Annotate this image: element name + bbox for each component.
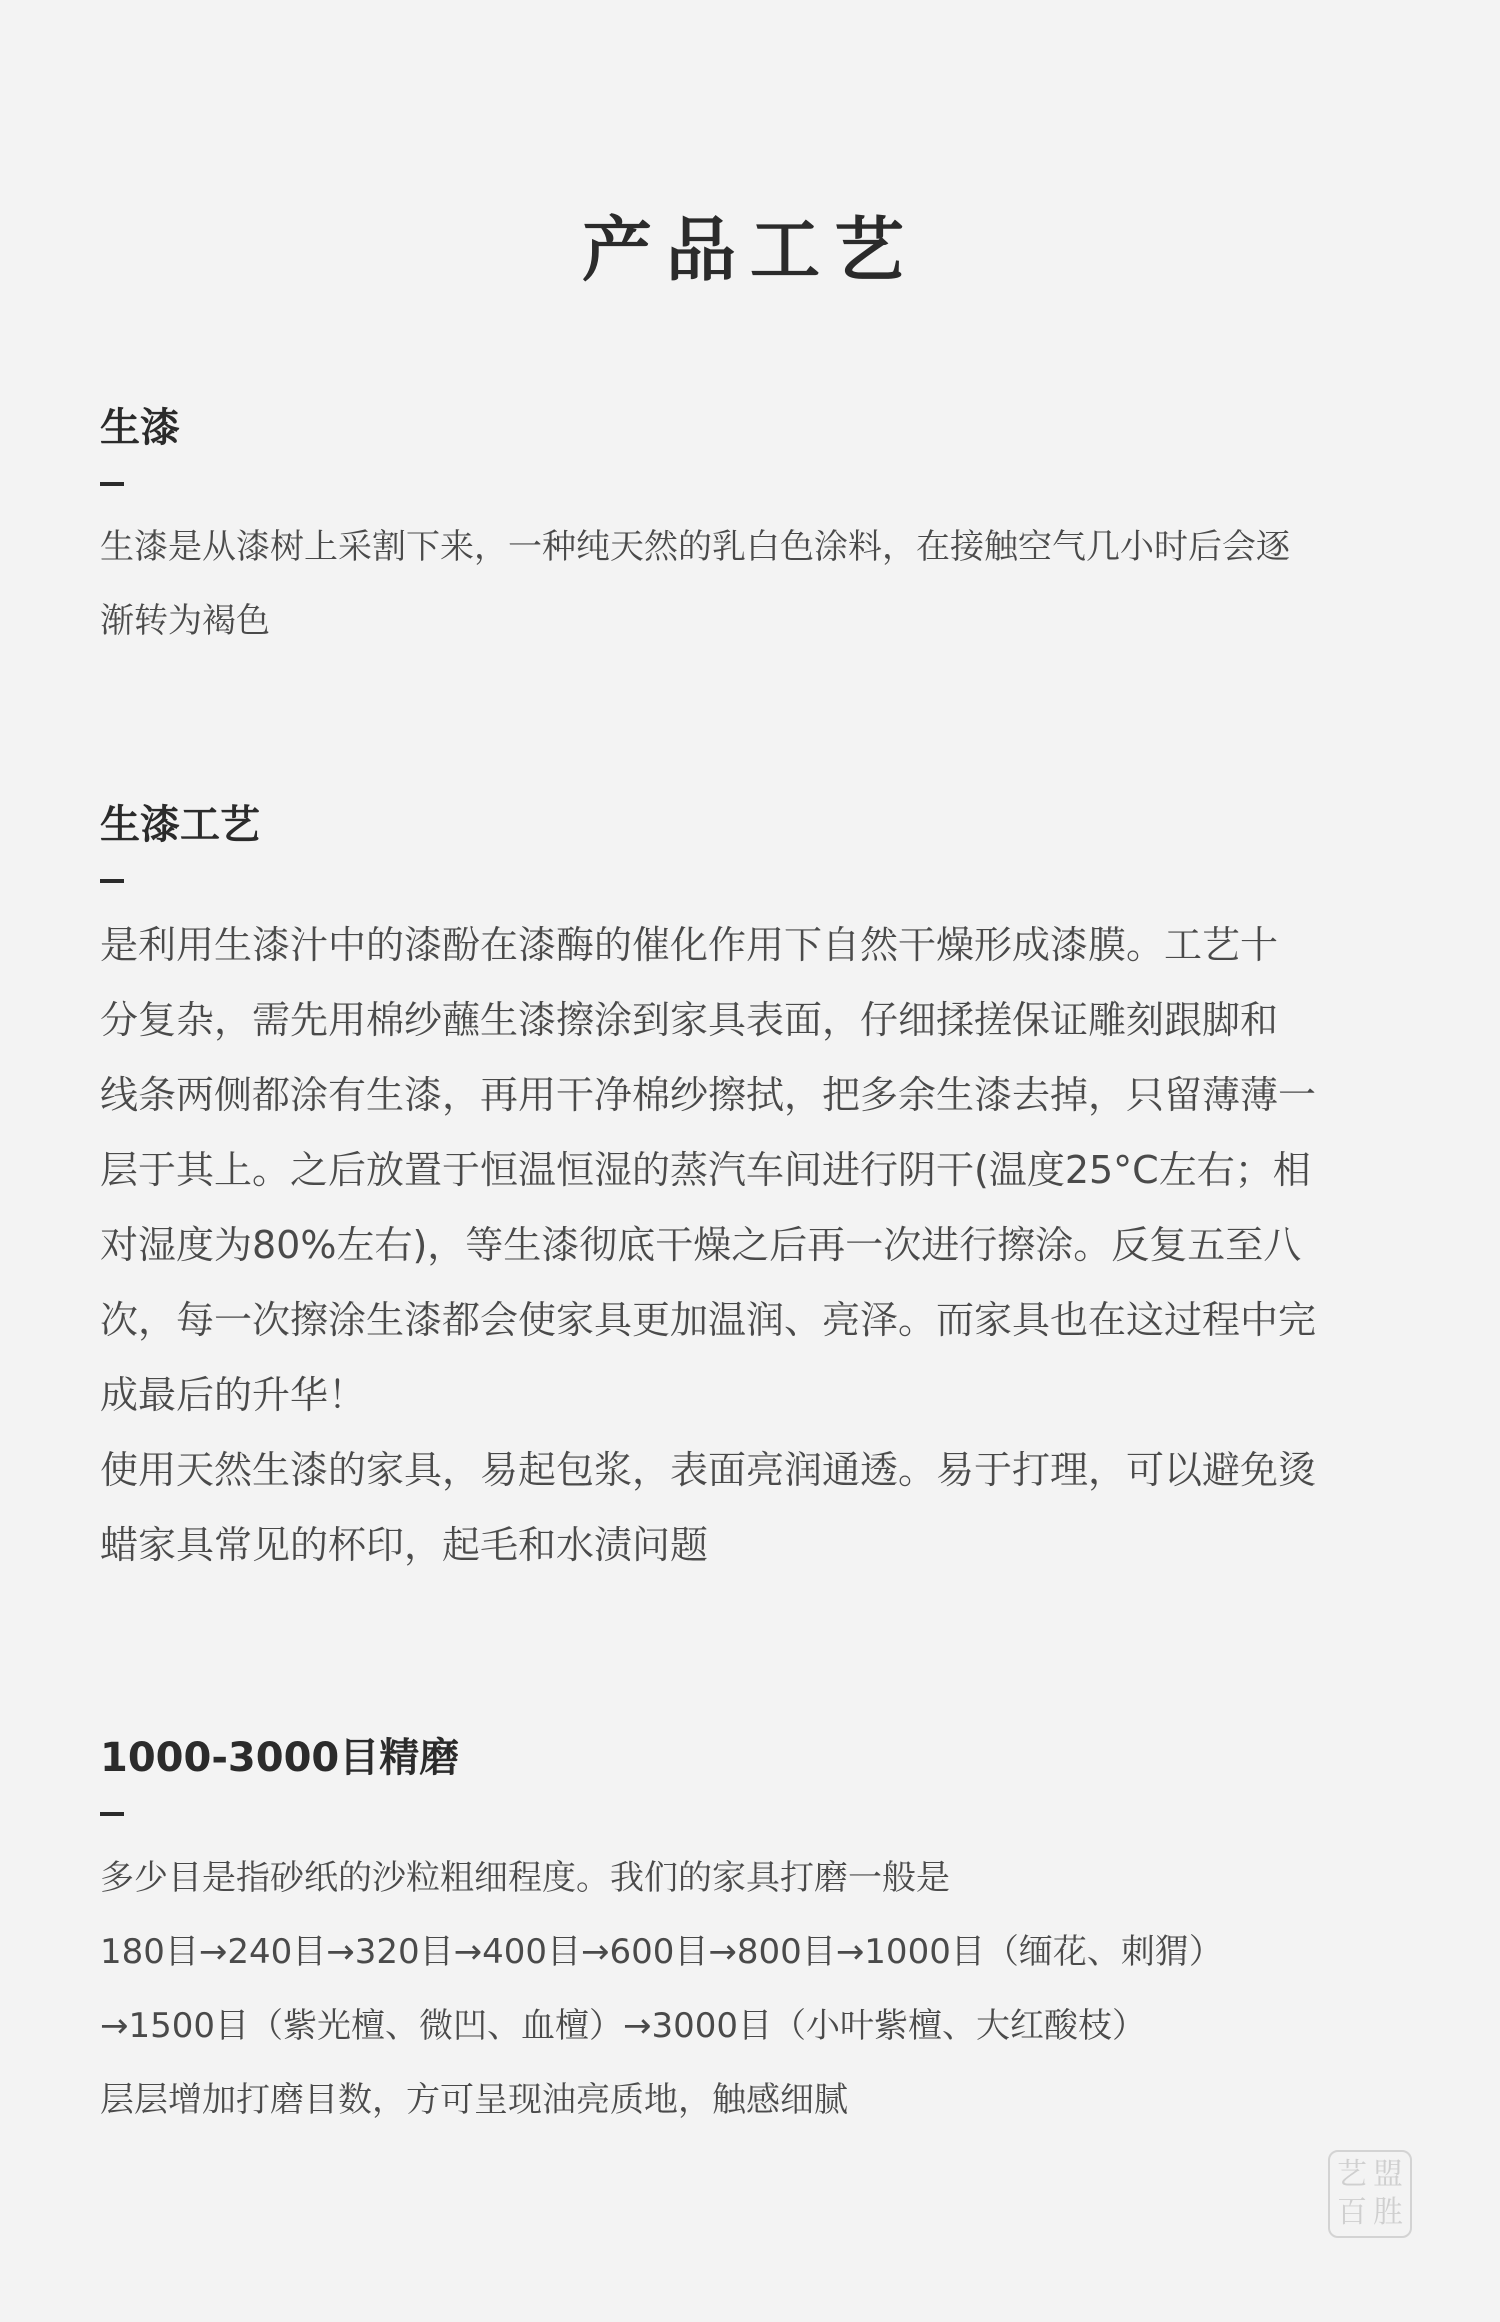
seal-char: 盟 bbox=[1373, 2157, 1403, 2192]
page-title: 产品工艺 bbox=[582, 208, 918, 291]
brand-seal-watermark bbox=[1328, 2150, 1412, 2238]
section-title: 生漆工艺 bbox=[100, 802, 260, 848]
section-raw-lacquer bbox=[100, 398, 1440, 658]
section-body: 是利用生漆汁中的漆酚在漆酶的催化作用下自然干燥形成漆膜。工艺十 分复杂，需先用棉纱蘸生漆擦涂到家具表面，仔细揉搓保证雕刻跟脚和 线条两侧都涂有生漆，再用干净棉纱擦拭，把多余生漆去掉，只留薄薄一 层于其上。之后放置于恒温恒湿的蒸汽车间进行阴干(温度25°C左右；相 对湿度为80%左右)，等生漆彻底干燥之后再一次进行擦涂。反复五至八 次，每一次擦涂生漆都会使家具更加温润、亮泽。而家具也在这过程中完 成最后的升华！ 使用天然生漆的家具，易起包浆，表面亮润通透。易于打理，可以避免烫 蜡家具常见的杯印，起毛和水渍问题 bbox=[100, 923, 1317, 1567]
section-title: 生漆 bbox=[100, 405, 180, 451]
section-title: 1000-3000目精磨 bbox=[100, 1735, 460, 1781]
section-lacquer-process bbox=[100, 795, 1440, 1583]
section-body: 多少目是指砂纸的沙粒粗细程度。我们的家具打磨一般是 180目→240目→320目→400目→600目→800目→1000目（缅花、刺猬） →1500目（紫光檀、微凹、血檀）→3000目（小叶紫檀、大红酸枝） 层层增加打磨目数，方可呈现油亮质地，触感细腻 bbox=[100, 1858, 1223, 2120]
section-divider bbox=[100, 482, 124, 486]
seal-char: 艺 bbox=[1337, 2157, 1367, 2192]
section-body: 生漆是从漆树上采割下来，一种纯天然的乳白色涂料，在接触空气几小时后会逐 渐转为褐色 bbox=[100, 527, 1290, 641]
section-divider bbox=[100, 1812, 124, 1816]
seal-char: 百 bbox=[1337, 2195, 1367, 2230]
seal-char: 胜 bbox=[1373, 2195, 1403, 2230]
section-divider bbox=[100, 879, 124, 883]
section-fine-sanding bbox=[100, 1728, 1440, 2137]
